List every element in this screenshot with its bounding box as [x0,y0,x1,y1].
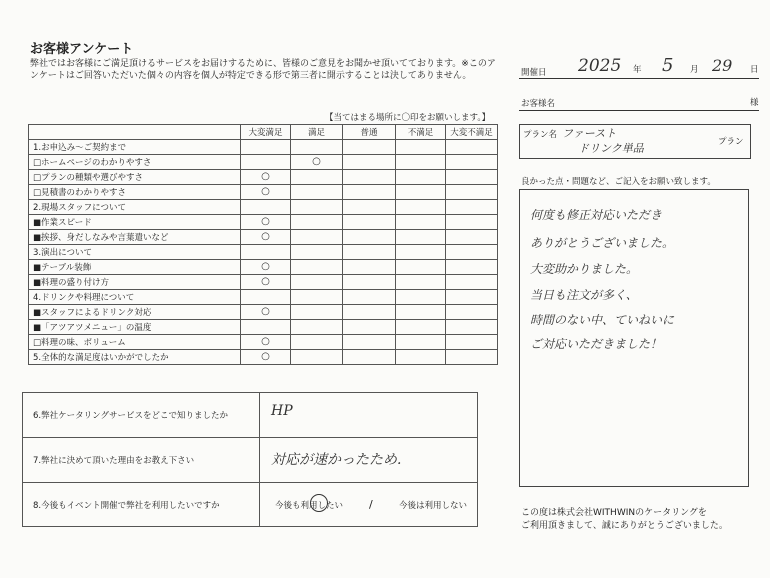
row-label: 5.全体的な満足度はいかがでしたか [29,350,241,365]
q6-answer: HP [271,403,293,419]
rating-cell [241,320,291,335]
date-year: 2025 [578,56,622,76]
table-row [29,155,498,170]
table-row [29,275,498,290]
rating-cell [291,305,343,320]
date-year-unit: 年 [633,65,642,75]
rating-cell [291,260,343,275]
rating-mark: ○ [312,156,321,167]
table-row [29,245,498,260]
header-col: 大変満足 [241,125,291,140]
rating-cell [343,320,396,335]
q7-label: 7.弊社に決めて頂いた理由をお教え下さい [33,456,195,466]
table-row [29,335,498,350]
rating-cell [343,185,396,200]
rating-cell [291,215,343,230]
rating-mark: ○ [261,261,270,272]
rating-cell [343,260,396,275]
customer-underline [519,110,759,111]
q8-answer-circle [310,494,328,512]
rating-cell [291,170,343,185]
rating-cell [446,320,498,335]
rating-cell [446,260,498,275]
rating-cell [396,230,446,245]
intro-text: 弊社ではお客様にご満足頂けるサービスをお届けするために、皆様のご意見をお聞かせ頂いてております。※このアンケートはご回答いただいた個々の内容を個人が特定できる形で第三者に開示することは決してありません。 [30,59,496,81]
rating-cell [446,275,498,290]
row-label: □ホームページのわかりやすさ [29,155,241,170]
rating-mark: ○ [261,216,270,227]
date-label: 開催日 [521,68,547,78]
rating-cell [291,290,343,305]
rating-cell [343,215,396,230]
row-label: ■「アツアツメニュー」の温度 [29,320,241,335]
header-col: 普通 [343,125,396,140]
date-month: 5 [662,55,674,76]
rating-cell [241,215,291,230]
rating-cell [396,335,446,350]
rating-mark: ○ [261,306,270,317]
comment-line: 大変助かりました。 [530,262,639,276]
rating-cell [396,275,446,290]
rating-cell [241,230,291,245]
plan-suffix: プラン [718,137,744,147]
table-row [29,185,498,200]
rating-cell [241,260,291,275]
rating-cell [446,290,498,305]
rating-cell [396,245,446,260]
rating-cell [343,170,396,185]
row-label: □プランの種類や選びやすさ [29,170,241,185]
plan-label: プラン名 [523,130,558,140]
comment-line: 何度も修正対応いただき [530,208,663,222]
rating-mark: ○ [261,351,270,362]
rating-cell [446,140,498,155]
table-row [29,350,498,365]
rating-cell [396,320,446,335]
rating-cell [396,260,446,275]
comment-label: 良かった点・問題など、ご記入をお願い致します。 [521,177,716,187]
date-day: 29 [712,56,733,75]
rating-cell [291,275,343,290]
table-row [29,140,498,155]
rating-cell [291,230,343,245]
rating-cell [446,215,498,230]
comment-line: ご対応いただきました！ [530,337,663,351]
table-row [29,230,498,245]
rating-cell [241,305,291,320]
customer-suffix: 様 [750,98,759,108]
rating-cell [396,290,446,305]
q8-row [23,482,477,526]
row-label: ■料理の盛り付け方 [29,275,241,290]
comment-line: 時間のない中、ていねいに [530,313,675,327]
rating-cell [241,350,291,365]
rating-cell [241,200,291,215]
rating-cell [291,140,343,155]
table-row [29,200,498,215]
row-label: ■挨拶、身だしなみや言葉遣いなど [29,230,241,245]
header-question [29,125,241,140]
rating-cell [396,200,446,215]
q6-label: 6.弊社ケータリングサービスをどこで知りましたか [33,411,228,421]
rating-mark: ○ [261,231,270,242]
footer-line-2: ご利用頂きまして、誠にありがとうございました。 [521,521,728,531]
rating-cell [343,200,396,215]
row-label: □料理の味、ボリューム [29,335,241,350]
table-row [29,305,498,320]
rating-cell [396,170,446,185]
q6-row [23,393,477,438]
comment-line: ありがとうございました。 [530,236,675,250]
rating-cell [343,275,396,290]
rating-cell [446,305,498,320]
row-label: 2.現場スタッフについて [29,200,241,215]
footer-text [521,507,728,533]
rating-cell [291,155,343,170]
comment-box [519,189,749,487]
rating-cell [446,200,498,215]
table-row [29,170,498,185]
header-col: 大変不満足 [446,125,498,140]
rating-cell [446,245,498,260]
comment-line: 当日も注文が多く、 [530,288,638,302]
rating-cell [446,350,498,365]
table-header-row [29,125,498,140]
row-label: 3.演出について [29,245,241,260]
q7-answer: 対応が速かったため. [271,452,402,468]
table-row [29,320,498,335]
table-row [29,260,498,275]
rating-mark: ○ [261,276,270,287]
rating-cell [291,185,343,200]
plan-value-2: ドリンク単品 [578,142,644,155]
rating-cell [291,200,343,215]
rating-cell [241,290,291,305]
rating-cell [241,275,291,290]
header-col: 満足 [291,125,343,140]
rating-cell [396,305,446,320]
rating-cell [241,155,291,170]
footer-line-1: この度は株式会社WITHWINのケータリングを [521,508,707,518]
rating-mark: ○ [261,171,270,182]
row-label: 4.ドリンクや料理について [29,290,241,305]
q8-label: 8.今後もイベント開催で弊社を利用したいですか [33,501,220,511]
date-underline [519,78,759,79]
rating-cell [291,335,343,350]
instruction-text: 【当てはまる場所に〇印をお願いします。】 [325,113,491,123]
rating-cell [291,320,343,335]
rating-cell [396,155,446,170]
rating-cell [343,335,396,350]
page-title: お客様アンケート [30,42,134,57]
row-label: ■作業スピード [29,215,241,230]
q8-option-yes: 今後も利用したい [275,501,344,511]
rating-cell [291,245,343,260]
row-label: □見積書のわかりやすさ [29,185,241,200]
rating-cell [343,305,396,320]
customer-label: お客様名 [521,99,556,109]
rating-cell [396,350,446,365]
rating-cell [241,245,291,260]
row-label: 1.お申込み～ご契約まで [29,140,241,155]
rating-cell [446,185,498,200]
rating-cell [241,335,291,350]
rating-mark: ○ [261,186,270,197]
row-label: ■テーブル装飾 [29,260,241,275]
rating-cell [446,230,498,245]
rating-mark: ○ [261,336,270,347]
rating-cell [241,140,291,155]
table-row [29,290,498,305]
rating-cell [241,185,291,200]
rating-cell [396,185,446,200]
rating-cell [343,155,396,170]
rating-cell [241,170,291,185]
date-month-unit: 月 [690,65,699,75]
table-row [29,215,498,230]
q7-row [23,437,477,483]
rating-cell [343,350,396,365]
row-label: ■スタッフによるドリンク対応 [29,305,241,320]
survey-table [28,124,498,365]
rating-cell [446,155,498,170]
questions-box [22,392,478,527]
q8-option-no: 今後は利用しない [399,501,468,511]
rating-cell [446,170,498,185]
header-col: 不満足 [396,125,446,140]
rating-cell [396,140,446,155]
rating-cell [343,230,396,245]
rating-cell [396,215,446,230]
rating-cell [343,140,396,155]
rating-cell [291,350,343,365]
rating-cell [343,290,396,305]
rating-cell [446,335,498,350]
rating-cell [343,245,396,260]
date-day-unit: 日 [750,65,759,75]
q8-separator: / [369,498,373,511]
plan-value-1: ファースト [562,127,617,140]
